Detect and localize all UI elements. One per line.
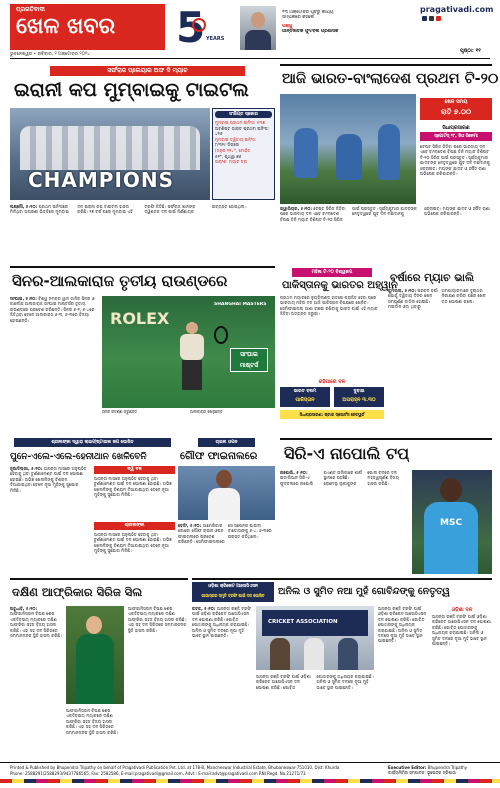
sa-body-text: ଆଫଗାନିସ୍ତାନ ବିପକ୍ଷ ଶେଷ ଏକଦିବସୀୟ ମ୍ୟାଚରେ ଦକ୍ଷିଣ ଆଫ୍ରିକା ସହଜ ବିଜୟ ହାସଲ କରିଛି। ଏହା ସହ ଦଳ ସିରିଜରେ ସମ୍ମାନଜନକ ସ୍ଥିତି ହାସଲ କରିଛି। xyxy=(10,611,62,639)
portrait-body xyxy=(245,30,271,50)
gauff-body-text: ଆମେରିକାର କୋକୋ ଗୌଫ ଚାଇନା ଓପନ ଫାଇନାଲରେ ପ୍ରବେଶ କରିଛନ୍ତି। ସେମିଫାଇନାଲରେ ସେ ସ୍ପେନର ପାଉଲା ବାଡୋସାଙ୍କୁ ୬-୪, ୬-୩ରେ ପରାସ୍ତ କରିଥିଲେ। xyxy=(178,523,272,545)
gav-photo xyxy=(256,606,374,670)
sa-player-head xyxy=(86,616,102,634)
women-subhead: ରହିପାରେ ଦଳ xyxy=(318,379,346,385)
napoli-headline: ସିରି-ଏ ନାପୋଲି ଟପ୍ xyxy=(284,444,410,463)
gav-body-left xyxy=(192,606,252,758)
sinner-caption-right: ଆଲକାରାଜ ଖେଳୁଛନ୍ତି xyxy=(190,410,223,414)
story-gavaskar xyxy=(192,578,492,760)
scorebox-lines xyxy=(215,120,272,165)
page-label: ପୃଷ୍ଠା: ୧୧ xyxy=(460,48,481,54)
napoli-photo xyxy=(412,470,492,574)
color-strip xyxy=(0,779,500,783)
t20-photo xyxy=(280,94,416,204)
youtube-icon xyxy=(436,16,441,21)
irani-body-text: ପ୍ରଥମ ଇନିଂସରେ ମିଳିଥିବା ଅଗ୍ରଣୀ ଭିତ୍ତିରେ ମୁମ୍ବାଇ ଦଳ ଇରାନୀ କପ ଟାଇଟଲ ହାସଲ କରିଛି। ୨୭ ବର୍ଷ ପରେ ମୁମ୍ବାଇ ଏହି ଟ୍ରଫି ଜିତିଛି। ସର୍ଫରାଜ ଖାନଙ୍କ ଦ୍ୱିଶତକ ଦଳ ପାଇଁ ନିର୍ଣ୍ଣାୟକ ସାବ୍ୟସ୍ତ ହୋଇଥିଲା। xyxy=(10,204,247,215)
time-box xyxy=(420,98,492,120)
gav-headline: ଅନିଲ ଓ ସୁମିତ ନଆ ମୁହଁ ଗୋବିନ୍ଦଙ୍କୁ ନେତୃତ୍ୱ xyxy=(278,586,450,597)
sa-body-bottom xyxy=(66,708,124,758)
gauff-headline: ଗୌଫ ଫାଇନାଲରେ xyxy=(180,451,258,462)
story-gauff xyxy=(178,438,275,576)
footer xyxy=(0,762,500,788)
footer-line2: Phone: 2588291/2588293/9437786565, Fax: 2582586, E-mail:pragativadi@gmail.com, Advt.: E-mail:advt@pragativadi.com RNI Regd. No.21271/73 xyxy=(10,771,306,776)
box2-value: ଅପରାହ୍ନ ୩.୩୦ xyxy=(342,397,376,403)
anniv-word: YEARS xyxy=(206,36,225,42)
section-title: ଖେଳ ଖବର xyxy=(16,14,116,39)
women-box-2 xyxy=(334,387,384,407)
sa-body-text-3: ଆଫଗାନିସ୍ତାନ ବିପକ୍ଷ ଶେଷ ଏକଦିବସୀୟ ମ୍ୟାଚରେ ଦକ୍ଷିଣ ଆଫ୍ରିକା ସହଜ ବିଜୟ ହାସଲ କରିଛି। ଏହା ସହ ଦଳ ସିରିଜରେ ସମ୍ମାନଜନକ ସ୍ଥିତି ହାସଲ କରିଛି। xyxy=(66,708,118,735)
tokyo-body-text: ଆସନ୍ତା ମାସରେ ଅନୁଷ୍ଠିତ ହେବାକୁ ଥିବା ଟୁର୍ଣ୍ଣାମେଣ୍ଟ ପାଇଁ ଦଳ ଘୋଷଣା ହୋଇଛି। ଅଭିଜ୍ଞ ଖେଳାଳିଙ୍କୁ ବିଶ୍ରାମ ଦିଆଯାଇଥିବା ବେଳେ ନୂଆ ମୁହଁଙ୍କୁ ସୁଯୋଗ ମିଳିଛି। xyxy=(10,466,87,493)
t20-top-rule xyxy=(280,64,492,66)
napoli-body-text: ଇଟାଲିଆନ ସିରି-ଏ ଫୁଟବଲରେ ନାପୋଲି ପଏଣ୍ଟ ତାଲିକାରେ ଶୀର୍ଷ ସ୍ଥାନରେ ପହଞ୍ଚିଛି। ରୋମେଲୁ ଲୁକାକୁଙ୍କ ଗୋଲ ବଳରେ ଦଳ ମହତ୍ୱପୂର୍ଣ୍ଣ ବିଜୟ ହାସଲ କରିଛି। xyxy=(280,470,400,486)
editor-odia: କାର୍ଯ୍ୟନିର୍ବାହୀ ସମ୍ପାଦକ: ଭୂପେନ୍ଦ୍ର ତ୍ରିପାଠୀ xyxy=(388,770,456,775)
racket-icon xyxy=(214,326,228,344)
broadcast-label: ସିଧାପ୍ରସାରଣ xyxy=(442,125,470,131)
tokyo-dateline: ନୂଆଦିଲ୍ଲୀ, ୫।୧୦: xyxy=(10,466,43,471)
player-figure-1 xyxy=(294,128,318,178)
story-rain xyxy=(388,266,492,436)
editor-label: Executive Editor: xyxy=(388,765,427,770)
gav-kicker-box xyxy=(192,582,274,602)
sinner-legs xyxy=(182,360,202,390)
story-irani xyxy=(10,64,275,264)
players-group xyxy=(20,126,200,170)
irani-scorebox xyxy=(212,108,275,200)
gav-kicker-2: ଗାଭାସ୍କର ସ୍ମୃତି ଟ୍ରଫି ପାଇଁ ଦଳ ଘୋଷିତ xyxy=(201,593,265,598)
women-body-text: ପ୍ରଥମ ମ୍ୟାଚରେ ନ୍ୟୁଜିଲାଣ୍ଡ ହାତରେ ପରାଜିତ ହେବା ପରେ ଭାରତୀୟ ମହିଳା ଦଳ ଆଜି ପାକିସ୍ତାନ ବିପକ୍ଷରେ ଖେଳିବ। ସେମିଫାଇନାଲ ଆଶା ବଞ୍ଚାଇ ରଖିବାକୁ ଭାରତ ପାଇଁ ଏହି ମ୍ୟାଚ ଜିତିବା ଅତ୍ୟନ୍ତ ଜରୁରୀ। xyxy=(280,295,378,317)
t20-body-text: ଟେଷ୍ଟ ସିରିଜ ଜିତିବା ପରେ ଭାରତୀୟ ଦଳ ଏବେ ବାଂଲାଦେଶ ବିପକ୍ଷ ତିନି ମ୍ୟାଚ ବିଶିଷ୍ଟ ଟି-୨୦ ସିରିଜ ପାଇଁ ପ୍ରସ୍ତୁତ। ସୂର୍ଯ୍ୟକୁମାର ଯାଦବଙ୍କ ନେତୃତ୍ୱରେ ଯୁବ ଦଳ ମଇଦାନକୁ ଓହ୍ଲାଇବ। ମୟଙ୍କ ଯାଦବ ଓ ହର୍ଷିତ ରାଣା ଅଭିଷେକ କରିପାରନ୍ତି। xyxy=(280,206,491,222)
promo-line3: ପଞ୍ଜୁ xyxy=(282,23,293,29)
lukaku-shirt xyxy=(424,502,478,574)
tokyo-team-text-2 xyxy=(94,532,175,576)
sinner-headline: ସିନର-ଆଲକାରାଜ ତୃତୀୟ ରାଉଣ୍ଡରେ xyxy=(12,272,228,290)
sa-body-mid xyxy=(128,606,188,758)
badge-line2: ମାଷ୍ଟର୍ସ xyxy=(239,362,259,369)
tokyo-teams xyxy=(94,466,175,574)
sinner-head xyxy=(186,322,198,334)
gauff-torso xyxy=(208,488,240,520)
women-broadcast: ସିଧାପ୍ରସାରଣ: ଷ୍ଟାର ସ୍ପୋର୍ଟସ ନେଟୱର୍କ xyxy=(280,410,384,419)
time-value: ରାତି ୭.୦୦ xyxy=(440,108,472,116)
gav-body-text-3: ଆସନ୍ତା ରଞ୍ଜି ଟ୍ରଫି ପାଇଁ ଓଡ଼ିଶା କ୍ରିକେଟ ଆସୋସିଏସନ ଦଳ ଘୋଷଣା କରିଛି। ଗୋବିନ୍ଦ ପୋଦ୍ଦାରଙ୍କୁ ଅଧିନାୟକ କରାଯାଇଛି। ଅନିଲ ଓ ସୁମିତ ଦଳରେ ନୂଆ ମୁହଁ ଭାବେ ସ୍ଥାନ ପାଇଛନ୍ତି। xyxy=(378,606,427,644)
shanghai-banner: SHANGHAI MASTERS xyxy=(214,302,267,307)
footer-line1: Printed & Published by Bhupendra Tripathy on behalf of Pragativadi Publication Pvt. Ltd. at 178-B, Mancheswar Industrial Estate, Bhubaneswar-751010, Dist: Khurda xyxy=(10,765,340,770)
facebook-icon xyxy=(422,16,427,21)
tokyo-kicker: ଶ୍ରୀଲଙ୍କା ଦ୍ୱାରା ଲାଇଫ୍ଷ୍ଟାଇଲ କପ ଘୋଷିତ xyxy=(14,438,171,447)
tokyo-team-text xyxy=(94,476,175,520)
sinner-body xyxy=(10,296,98,434)
twitter-icon xyxy=(429,16,434,21)
sa-photo xyxy=(66,606,124,704)
tokyo-team-label: ଶ୍ରୀଲଙ୍କା xyxy=(94,522,175,530)
women-headline: ପାକିସ୍ତାନକୁ ଭାରତର ଅହ୍ୱାନ xyxy=(282,280,398,291)
sinner-body-text: ବିଶ୍ୱ ନମ୍ବର ୱାନ ଜାନିକ ସିନର ଓ କାର୍ଲୋସ ଆଲକାରାଜ ସାଂଘାଇ ମାଷ୍ଟର୍ସର ତୃତୀୟ ରାଉଣ୍ଡରେ ପ୍ରବେଶ କରିଛନ୍ତି। ସିନର ୬-୧, ୬-୪ରେ ଜିତିଥିବା ବେଳେ ଆଲକାରାଜ ୬-୩, ୬-୩ରେ ବିଜୟୀ ହୋଇଛନ୍ତି। xyxy=(10,296,95,323)
sinner-top-rule xyxy=(10,266,275,268)
story-napoli xyxy=(280,438,492,576)
official-1 xyxy=(270,638,290,670)
masters-badge xyxy=(230,348,268,372)
brand-small: ପ୍ରଗତିବାଦୀ xyxy=(16,6,45,13)
irani-photo xyxy=(10,108,210,200)
social-icons xyxy=(422,16,492,22)
sa-top-rule xyxy=(10,578,188,580)
date-line: ଭୁବନେଶ୍ୱର • ରବିବାର, ୨ ଅକ୍ଟୋବର ୨୦୨୪ xyxy=(10,52,90,57)
tokyo-team-body-2: ଆସନ୍ତା ମାସରେ ଅନୁଷ୍ଠିତ ହେବାକୁ ଥିବା ଟୁର୍ଣ୍ଣାମେଣ୍ଟ ପାଇଁ ଦଳ ଘୋଷଣା ହୋଇଛି। ଅଭିଜ୍ଞ ଖେଳାଳିଙ୍କୁ ବିଶ୍ରାମ ଦିଆଯାଇଥିବା ବେଳେ ନୂଆ ମୁହଁଙ୍କୁ ସୁଯୋଗ ମିଳିଛି। xyxy=(94,532,172,554)
sinner-torso xyxy=(180,334,204,360)
promo-line2: ସମ୍ପର୍କରେ କହିଲେ xyxy=(282,15,315,21)
champions-banner: CHAMPIONS xyxy=(28,168,175,192)
gauff-body xyxy=(178,523,275,574)
sinner-photo xyxy=(102,296,275,408)
irani-headline: ଇରାନୀ କପ ମୁମ୍ବାଇକୁ ଟାଇଟଲ xyxy=(14,79,249,101)
irani-body xyxy=(10,204,275,262)
time-label: ଖେଳ ସମୟ xyxy=(444,99,468,105)
gav-team-body: ଆସନ୍ତା ରଞ୍ଜି ଟ୍ରଫି ପାଇଁ ଓଡ଼ିଶା କ୍ରିକେଟ ଆସୋସିଏସନ ଦଳ ଘୋଷଣା କରିଛି। ଗୋବିନ୍ଦ ପୋଦ୍ଦାରଙ୍କୁ ଅଧିନାୟକ କରାଯାଇଛି। ଅନିଲ ଓ ସୁମିତ ଦଳରେ ନୂଆ ମୁହଁ ଭାବେ ସ୍ଥାନ ପାଇଛନ୍ତି। xyxy=(432,614,491,647)
shirt-sponsor: MSC xyxy=(440,518,463,528)
board-text: CRICKET ASSOCIATION xyxy=(268,619,338,625)
player-figure-2 xyxy=(336,134,362,180)
napoli-dateline: ନାପୋଲି, ୫।୧୦: xyxy=(280,470,308,475)
story-t20 xyxy=(280,64,499,264)
napoli-body xyxy=(280,470,408,574)
rain-headline: ବର୍ଷାରେ ମ୍ୟାଚ ଭାଲି xyxy=(390,272,475,284)
women-kicker: ମହିଳା ଟି-୨୦ ବିଶ୍ୱକପ xyxy=(292,268,372,277)
sa-headline: ଦକ୍ଷିଣ ଆଫ୍ରିକାର ସିରିଜ ସିଲ xyxy=(12,585,143,599)
box1-value: ପାକିସ୍ତାନ xyxy=(295,397,315,403)
gav-body-mid xyxy=(256,674,374,758)
t20-headline: ଆଜି ଭାରତ-ବାଂଲାଦେଶ ପ୍ରଥମ ଟି-୨୦ xyxy=(282,71,499,87)
scorebox-line: ଅବଶିଷ୍ଟ ଭାରତ ପ୍ରଥମ ଇନିଂସ: ୪୧୬ xyxy=(215,125,269,137)
scorebox-line: (ତନୁଷ ୧୧୪*, ମୋହିତ xyxy=(215,147,251,153)
anniversary-logo xyxy=(172,4,230,54)
rain-dateline: କୁମିଲ୍ଲା, ୫।୧୦: xyxy=(388,288,417,293)
sa-dateline: ଅବୁଧାବି, ୫।୧୦: xyxy=(10,606,38,611)
broadcast-value: ସ୍ପୋର୍ଟସ୍ ୧୮, ଜିଓ ସିନେମା xyxy=(420,132,492,141)
badge-line1: ସାଂଘାଇ xyxy=(240,351,258,358)
gav-team-col xyxy=(432,606,492,758)
scorebox-line: ମୁମ୍ବାଇ ପ୍ରଥମ ଇନିଂସ: ୫୩୭ xyxy=(215,120,266,125)
scorebox-line: ୮/୩୨୯ ଡିକ୍ଲେ xyxy=(215,142,240,148)
story-sinner xyxy=(10,266,275,436)
box2-label: ଦୁବାଇ xyxy=(353,389,365,394)
t20-info-col xyxy=(420,94,492,204)
irani-kicker: ସର୍ଫରାଜ ପ୍ଲେୟାର ଅଫ ଦି ମ୍ୟାଚ xyxy=(50,66,245,76)
gauff-head xyxy=(216,470,232,488)
press-board xyxy=(262,610,368,636)
gauff-dateline: ବେଜିଂ, ୫।୧୦: xyxy=(178,523,202,528)
scorebox-title: ସଂକ୍ଷିପ୍ତ ସ୍କୋର xyxy=(215,111,272,118)
editor-block xyxy=(388,765,496,775)
rain-body-text: ପ୍ରବଳ ବର୍ଷା ଯୋଗୁଁ ଦ୍ୱିତୀୟ ଦିନର ଖେଳ ସମ୍ପୂର୍ଣ୍ଣ ବାତିଲ ହୋଇଛି। ମଇଦାନ ଓଦା ଥିବାରୁ ଅମ୍ପାୟାରମାନେ ଦୁଇଥର ନିରୀକ୍ଷଣ କରିବା ପରେ ଖେଳ ବନ୍ଦ ଘୋଷଣା କଲେ। xyxy=(388,288,486,310)
masthead xyxy=(0,0,500,60)
portrait-head xyxy=(251,12,265,28)
rolex-logo: ROLEX xyxy=(110,310,170,328)
tokyo-body xyxy=(10,466,90,574)
sa-player-shirt xyxy=(76,634,114,704)
scorebox-line: ସାରାଂଶ: ମ୍ୟାଚ ଡ୍ର xyxy=(215,159,248,165)
editor-name: Bhupendra Tripathy xyxy=(427,765,468,770)
sinner-dateline: ସାଂଘାଇ, ୫।୧୦: xyxy=(10,296,37,301)
t20-body xyxy=(280,206,492,264)
gav-dateline: କଟକ, ୫।୧୦: xyxy=(192,606,216,611)
anniv-number: 5 xyxy=(176,4,206,52)
masthead-rule xyxy=(10,58,490,59)
t20-side-text xyxy=(420,144,492,204)
t20-side-body: ଟେଷ୍ଟ ସିରିଜ ଜିତିବା ପରେ ଭାରତୀୟ ଦଳ ଏବେ ବାଂଲାଦେଶ ବିପକ୍ଷ ତିନି ମ୍ୟାଚ ବିଶିଷ୍ଟ ଟି-୨୦ ସିରିଜ ପାଇଁ ପ୍ରସ୍ତୁତ। ସୂର୍ଯ୍ୟକୁମାର ଯାଦବଙ୍କ ନେତୃତ୍ୱରେ ଯୁବ ଦଳ ମଇଦାନକୁ ଓହ୍ଲାଇବ। ମୟଙ୍କ ଯାଦବ ଓ ହର୍ଷିତ ରାଣା ଅଭିଷେକ କରିପାରନ୍ତି। xyxy=(420,144,490,177)
gauff-photo xyxy=(178,466,275,520)
promo-text xyxy=(282,10,392,54)
story-women xyxy=(280,266,398,436)
official-3 xyxy=(338,638,358,670)
sa-body-left xyxy=(10,606,62,758)
tokyo-team-body: ଆସନ୍ତା ମାସରେ ଅନୁଷ୍ଠିତ ହେବାକୁ ଥିବା ଟୁର୍ଣ୍ଣାମେଣ୍ଟ ପାଇଁ ଦଳ ଘୋଷଣା ହୋଇଛି। ଅଭିଜ୍ଞ ଖେଳାଳିଙ୍କୁ ବିଶ୍ରାମ ଦିଆଯାଇଥିବା ବେଳେ ନୂଆ ମୁହଁଙ୍କୁ ସୁଯୋଗ ମିଳିଛି। xyxy=(94,476,172,498)
gav-top-rule xyxy=(192,578,492,580)
gav-team-text xyxy=(432,614,492,754)
promo-line1: ୧୩ ଅକ୍ଟୋବର ପୂର୍ବରୁ କାର୍ଯ୍ୟ xyxy=(282,10,334,15)
sinner-caption-left: ସିନର ରିଟର୍ଣ୍ଣ କରୁଛନ୍ତି xyxy=(102,410,138,414)
story-sa xyxy=(10,578,188,760)
promo-portrait xyxy=(240,6,276,50)
gav-subhead: ଓଡ଼ିଶା ଦଳ xyxy=(451,607,473,613)
section-title-box xyxy=(10,4,165,50)
box1-label: ଭାରତ ବନାମ xyxy=(293,389,317,394)
anniv-ring xyxy=(192,18,206,32)
site-name: pragativadi.com xyxy=(420,5,494,14)
player-figure-3 xyxy=(378,124,400,180)
scorebox-line: ମୁମ୍ବାଇ ଦ୍ୱିତୀୟ ଇନିଂସ: xyxy=(215,136,257,142)
women-box-1 xyxy=(280,387,330,407)
gauff-kicker: ଚାଇନା ଓପନ xyxy=(198,438,255,447)
sa-body-text-2: ଆଫଗାନିସ୍ତାନ ବିପକ୍ଷ ଶେଷ ଏକଦିବସୀୟ ମ୍ୟାଚରେ ଦକ୍ଷିଣ ଆଫ୍ରିକା ସହଜ ବିଜୟ ହାସଲ କରିଛି। ଏହା ସହ ଦଳ ସିରିଜରେ ସମ୍ମାନଜନକ ସ୍ଥିତି ହାସଲ କରିଛି। xyxy=(128,606,187,633)
t20-dateline: ଗ୍ୱାଲିୟର, ୫।୧୦: xyxy=(280,206,313,211)
official-2 xyxy=(304,638,324,670)
women-body xyxy=(280,295,384,377)
gav-kicker: ଓଡ଼ିଶା କ୍ରିକେଟ ଆସୋସିଏସନ xyxy=(208,584,258,589)
tokyo-headline: ପୁନେ-ଏଲେ-ଏଲେ-ହେନୀଥାନ ଖେଳିବେନି xyxy=(10,452,147,462)
lukaku-head xyxy=(440,478,462,502)
story-tokyo xyxy=(10,438,175,576)
player-sinner xyxy=(172,322,212,392)
napoli-top-rule xyxy=(280,438,492,440)
gav-body-right xyxy=(378,606,428,758)
irani-dateline: ଲକ୍ଷ୍ନୌ, ୫।୧୦: xyxy=(10,204,38,209)
promo-line4: ଆନ୍ତର୍ଜାତିକ ଫୁଟବଲ ପ୍ରଶାସକ xyxy=(282,29,339,35)
tokyo-subhead: ଦ୍ୱି ଦଳ xyxy=(94,466,175,474)
gav-body-text-2: ଆସନ୍ତା ରଞ୍ଜି ଟ୍ରଫି ପାଇଁ ଓଡ଼ିଶା କ୍ରିକେଟ ଆସୋସିଏସନ ଦଳ ଘୋଷଣା କରିଛି। ଗୋବିନ୍ଦ ପୋଦ୍ଦାରଙ୍କୁ ଅଧିନାୟକ କରାଯାଇଛି। ଅନିଲ ଓ ସୁମିତ ଦଳରେ ନୂଆ ମୁହଁ ଭାବେ ସ୍ଥାନ ପାଇଛନ୍ତି। xyxy=(256,674,374,690)
gav-body-text: ଆସନ୍ତା ରଞ୍ଜି ଟ୍ରଫି ପାଇଁ ଓଡ଼ିଶା କ୍ରିକେଟ ଆସୋସିଏସନ ଦଳ ଘୋଷଣା କରିଛି। ଗୋବିନ୍ଦ ପୋଦ୍ଦାରଙ୍କୁ ଅଧିନାୟକ କରାଯାଇଛି। ଅନିଲ ଓ ସୁମିତ ଦଳରେ ନୂଆ ମୁହଁ ଭାବେ ସ୍ଥାନ ପାଇଛନ୍ତି। xyxy=(192,606,252,639)
scorebox-line: ୫୧*, ପୃଥ୍ୱୀ ୭୬ xyxy=(215,153,242,159)
rain-body xyxy=(388,288,492,434)
